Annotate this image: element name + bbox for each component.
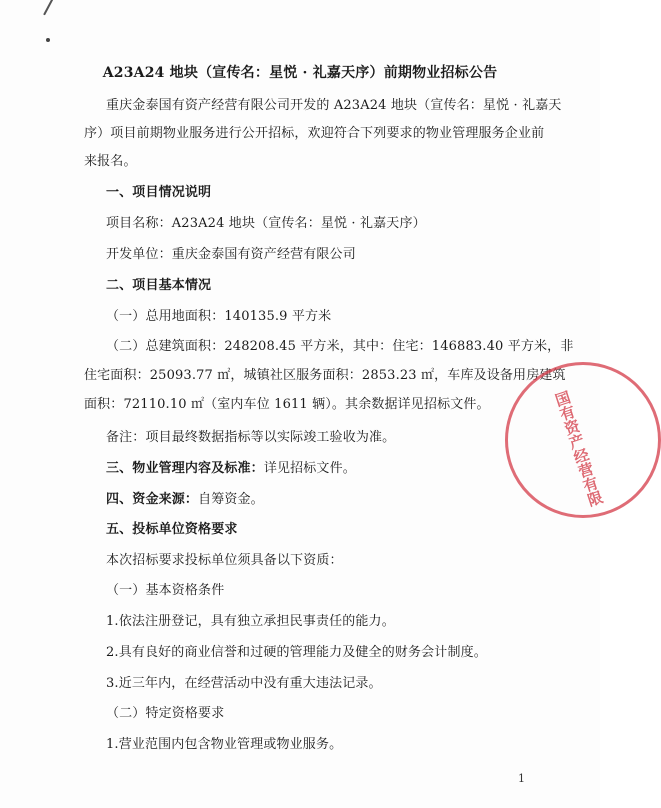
basic-item-2: 2.具有良好的商业信誉和过硬的管理能力及健全的财务会计制度。: [106, 645, 487, 660]
section-2-heading: 二、项目基本情况: [106, 278, 212, 293]
qualification-intro: 本次招标要求投标单位须具备以下资质：: [106, 553, 343, 568]
basic-conditions-title: （一）基本资格条件: [106, 583, 225, 598]
land-area: （一）总用地面积：140135.9 平方米: [106, 309, 332, 324]
page-number: 1: [518, 772, 525, 785]
section-3-heading: 三、物业管理内容及标准：: [106, 461, 264, 476]
section-3-text: 详见招标文件。: [263, 461, 356, 476]
project-name: 项目名称：A23A24 地块（宣传名：星悦 · 礼嘉天序）: [106, 216, 426, 231]
section-3: [106, 457, 356, 476]
building-area-line-2: 住宅面积：25093.77 ㎡，城镇社区服务面积：2853.23 ㎡，车库及设备用房建筑: [84, 368, 566, 383]
building-area-line-1: （二）总建筑面积：248208.45 平方米，其中：住宅：146883.40 平方米，非: [106, 339, 574, 354]
basic-item-3: 3.近三年内，在经营活动中没有重大违法记录。: [106, 676, 382, 691]
section-4-heading: 四、资金来源：: [106, 492, 199, 507]
document-title: A23A24 地块（宣传名：星悦 · 礼嘉天序）前期物业招标公告: [102, 65, 498, 81]
remarks: 备注：项目最终数据指标等以实际竣工验收为准。: [106, 430, 396, 445]
intro-line-3: 来报名。: [84, 154, 137, 169]
intro-line-1: 重庆金泰国有资产经营有限公司开发的 A23A24 地块（宣传名：星悦 · 礼嘉天: [106, 98, 562, 113]
section-5-heading: 五、投标单位资格要求: [106, 522, 238, 537]
special-item-1: 1.营业范围内包含物业管理或物业服务。: [106, 737, 343, 752]
seal-text: 国有资产经营有限: [551, 388, 606, 509]
developer: 开发单位：重庆金泰国有资产经营有限公司: [106, 247, 356, 262]
pen-dot: [46, 38, 50, 42]
intro-line-2: 序）项目前期物业服务进行公开招标，欢迎符合下列要求的物业管理服务企业前: [84, 126, 545, 141]
pen-mark: [43, 0, 63, 15]
special-requirements-title: （二）特定资格要求: [106, 706, 225, 721]
section-4: [106, 488, 264, 507]
building-area-line-3: 面积：72110.10 ㎡（室内车位 1611 辆）。其余数据详见招标文件。: [84, 397, 490, 412]
basic-item-1: 1.依法注册登记，具有独立承担民事责任的能力。: [106, 614, 395, 629]
section-4-text: 自筹资金。: [198, 492, 264, 507]
section-1-heading: 一、项目情况说明: [106, 185, 212, 200]
